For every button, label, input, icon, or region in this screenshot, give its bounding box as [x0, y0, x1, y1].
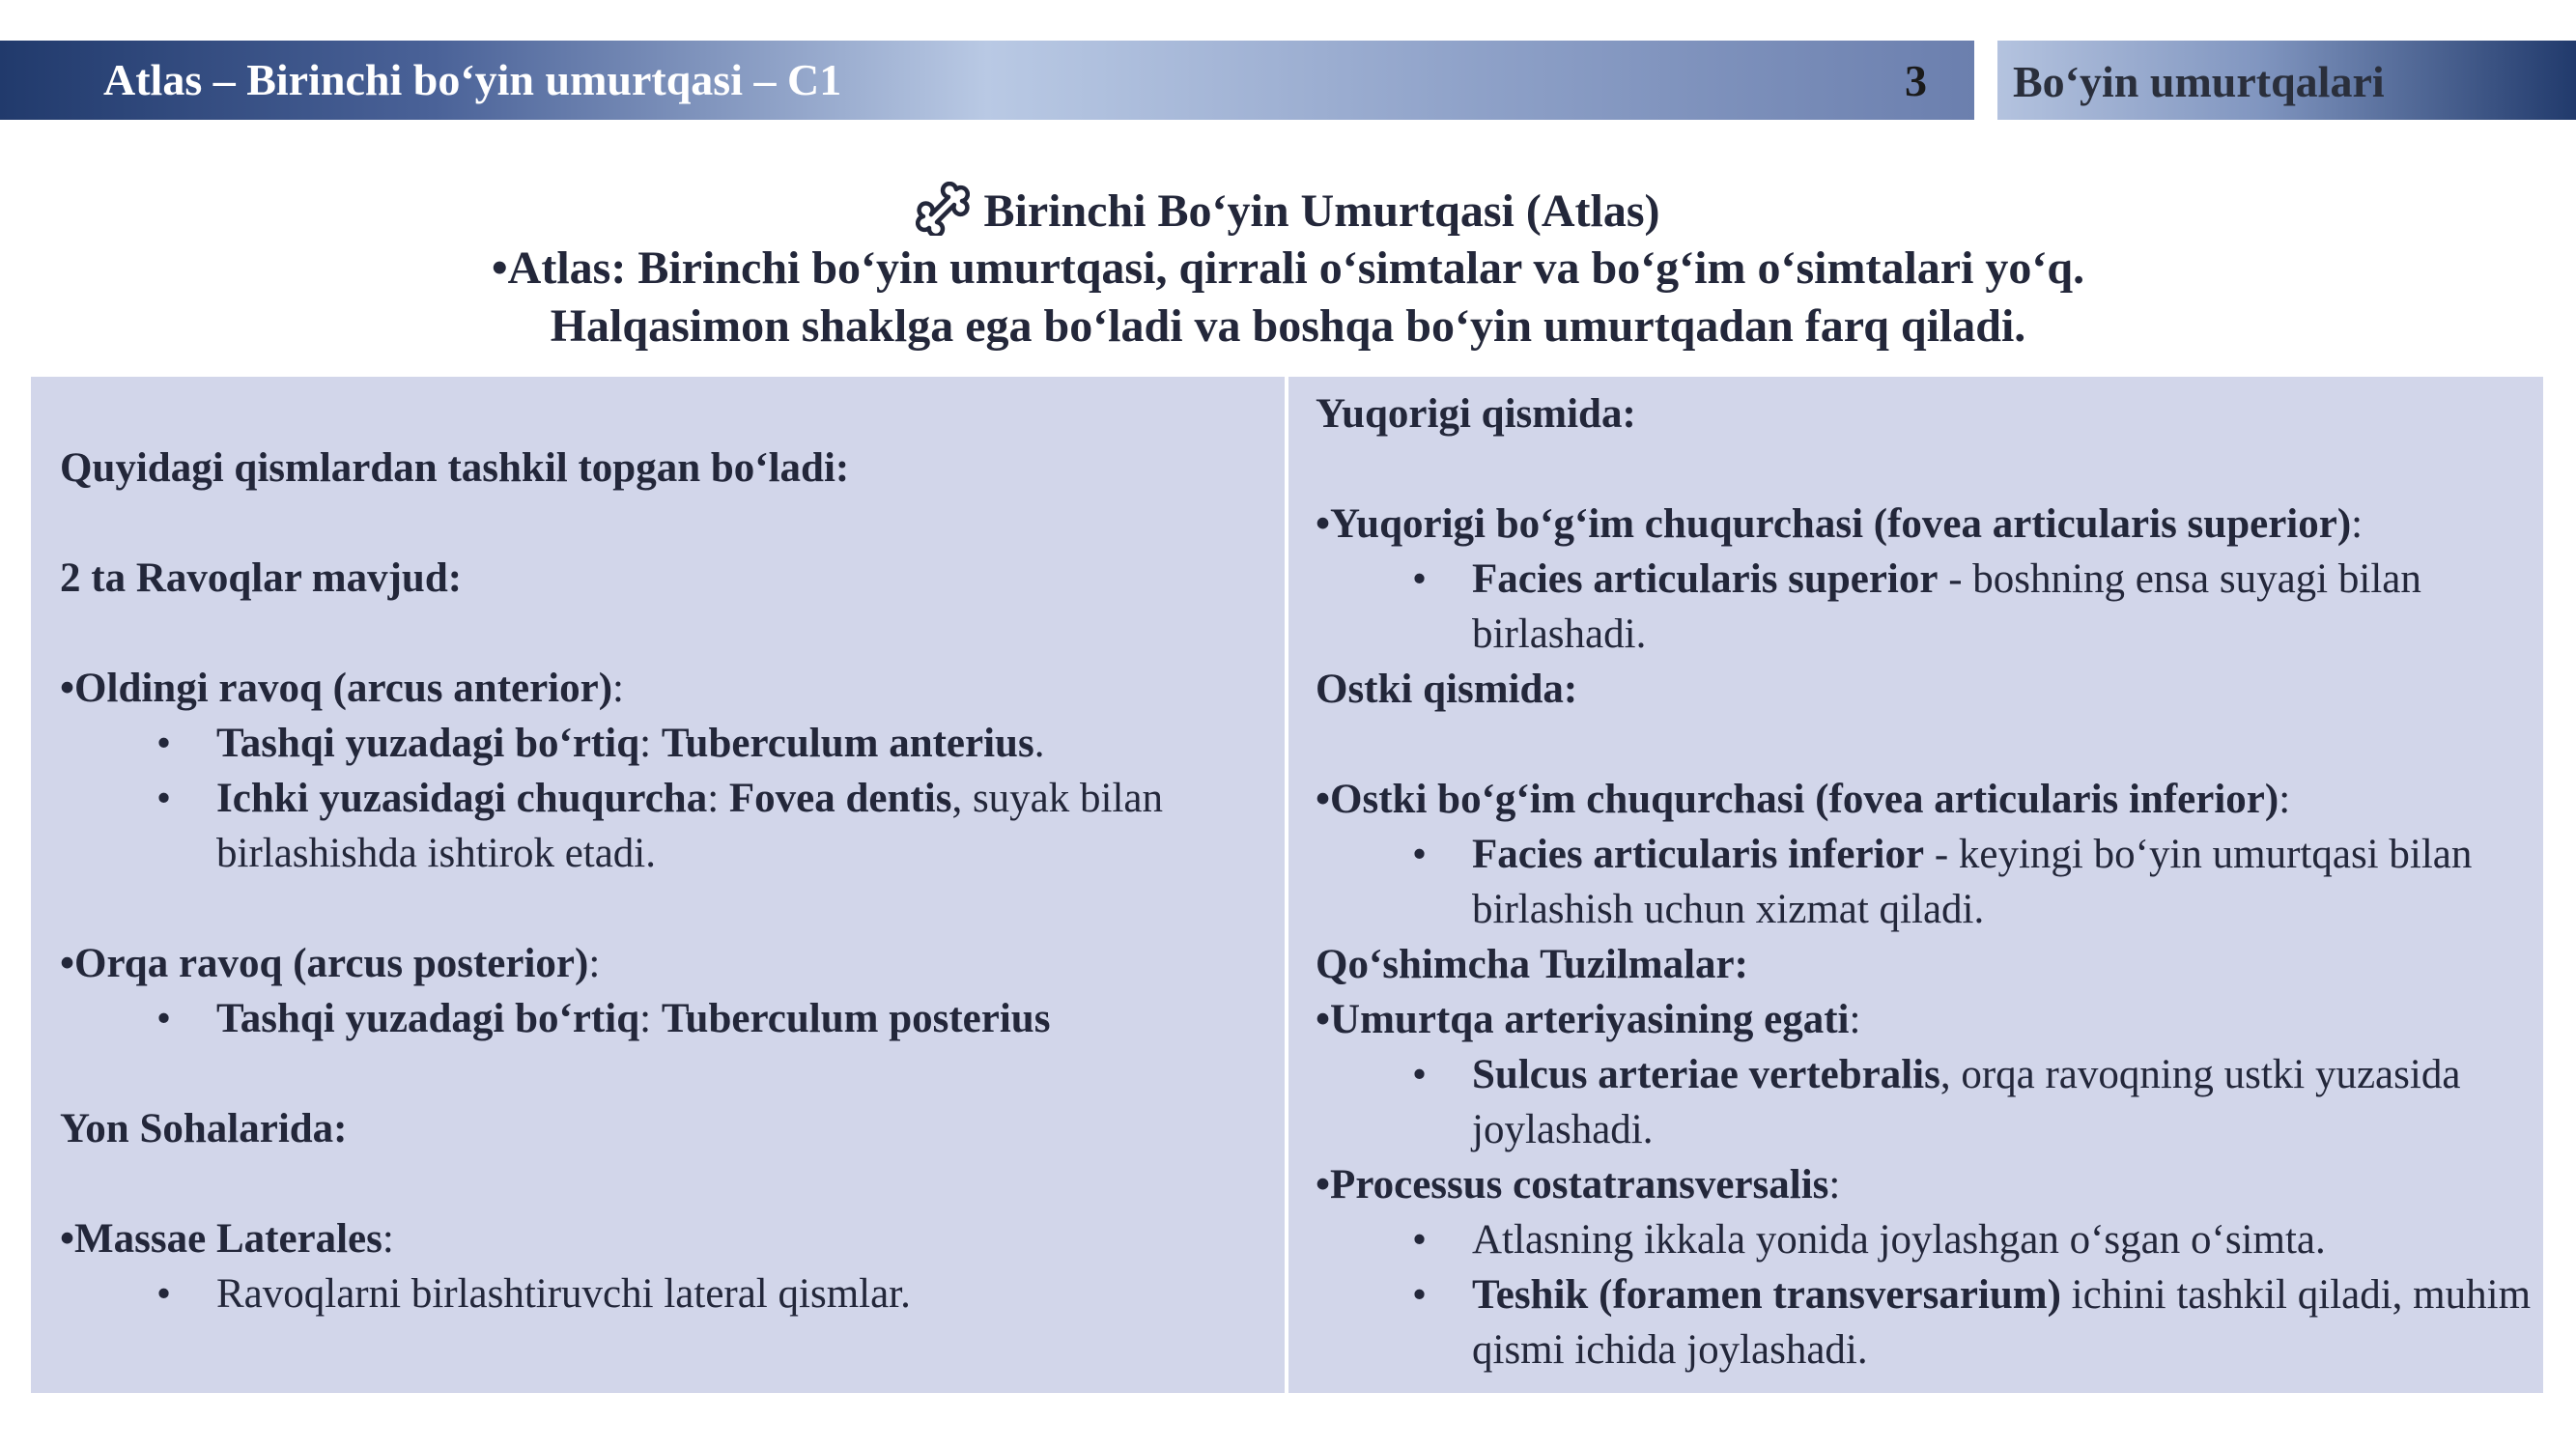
arches-heading: 2 ta Ravoqlar mavjud:: [60, 555, 463, 601]
intro-title-line: [0, 182, 2576, 240]
intro-heading: [0, 182, 2576, 355]
intro-line-1: •Atlas: Birinchi bo‘yin umurtqasi, qirrali o‘simtalar va bo‘g‘im o‘simtalari yo‘q.: [491, 242, 2085, 294]
costatransverse-process: •Processus costatransversalis:: [1316, 1162, 1841, 1208]
list-item: • Sulcus arteriae vertebralis, orqa ravoqning ustki yuzasida joylashadi.: [1316, 1047, 2534, 1157]
intro-line-2: Halqasimon shaklga ega bo‘ladi va boshqa bo‘yin umurtqadan farq qiladi.: [550, 300, 2026, 352]
posterior-arch: •Orqa ravoq (arcus posterior):: [60, 941, 601, 986]
section-title: Bo‘yin umurtqalari: [2013, 57, 2385, 106]
lower-heading: Ostki qismida:: [1316, 667, 1578, 712]
anterior-arch: •Oldingi ravoq (arcus anterior):: [60, 666, 624, 711]
slide-title: Atlas – Birinchi bo‘yin umurtqasi – C1: [103, 55, 842, 104]
massae-laterales: •Massae Laterales:: [60, 1216, 394, 1262]
right-panel: [1288, 377, 2543, 1393]
list-item: • Teshik (foramen transversarium) ichini tashkil qiladi, muhim qismi ichida joylashadi.: [1316, 1267, 2534, 1378]
bone-icon: [916, 182, 970, 236]
section-banner: [1997, 41, 2576, 120]
lower-fovea: •Ostki bo‘g‘im chuqurchasi (fovea articularis inferior):: [1316, 777, 2291, 822]
list-item: • Tashqi yuzadagi bo‘rtiq: Tuberculum anterius.: [60, 716, 1277, 771]
upper-heading: Yuqorigi qismida:: [1316, 391, 1636, 437]
slide-number: 3: [1905, 56, 1927, 105]
title-banner: [0, 41, 1974, 120]
sides-heading: Yon Sohalarida:: [60, 1106, 348, 1151]
right-content: [1316, 386, 2534, 1378]
left-content: [60, 440, 1277, 1321]
intro-title: Birinchi Bo‘yin Umurtqasi (Atlas): [983, 185, 1660, 237]
list-item: • Facies articularis inferior - keyingi bo‘yin umurtqasi bilan birlashish uchun xizmat qiladi.: [1316, 827, 2534, 937]
list-item: • Facies articularis superior - boshning ensa suyagi bilan birlashadi.: [1316, 552, 2534, 662]
left-panel: [31, 377, 1285, 1393]
list-item: • Ichki yuzasidagi chuqurcha: Fovea dentis, suyak bilan birlashishda ishtirok etadi.: [60, 771, 1277, 881]
extra-heading: Qo‘shimcha Tuzilmalar:: [1316, 942, 1748, 987]
left-intro: Quyidagi qismlardan tashkil topgan bo‘ladi:: [60, 445, 850, 491]
upper-fovea: •Yuqorigi bo‘g‘im chuqurchasi (fovea articularis superior):: [1316, 501, 2364, 547]
list-item: • Tashqi yuzadagi bo‘rtiq: Tuberculum posterius: [60, 991, 1277, 1046]
list-item: • Ravoqlarni birlashtiruvchi lateral qismlar.: [60, 1266, 1277, 1321]
list-item: • Atlasning ikkala yonida joylashgan o‘sgan o‘simta.: [1316, 1212, 2534, 1267]
artery-groove: •Umurtqa arteriyasining egati:: [1316, 997, 1861, 1042]
